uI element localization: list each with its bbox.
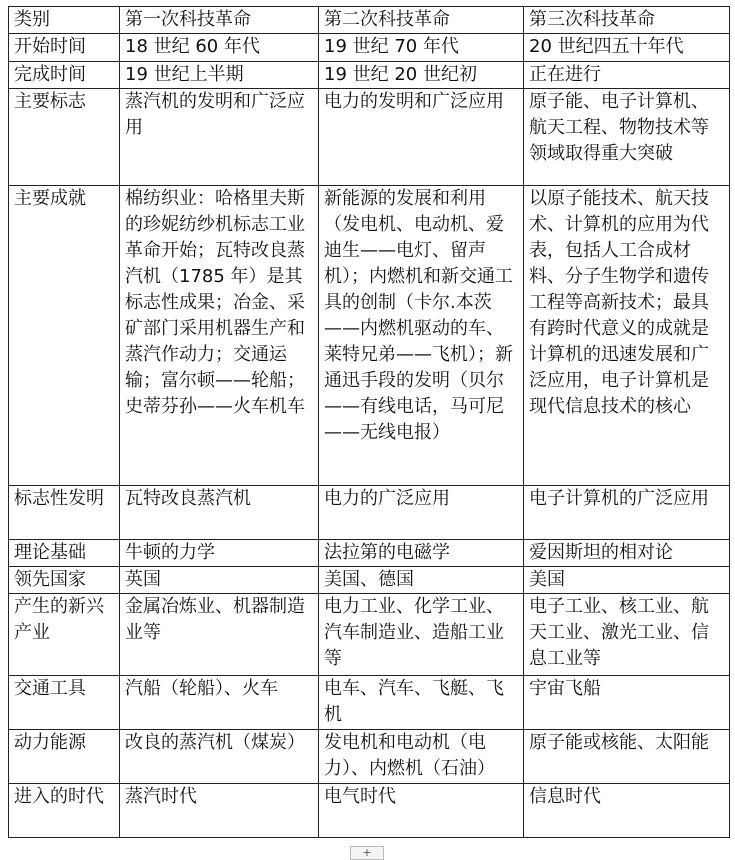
- header-cell[interactable]: 第一次科技革命: [120, 7, 319, 34]
- header-cell[interactable]: 第二次科技革命: [319, 7, 524, 34]
- table-row: [9, 486, 730, 540]
- table-row: [9, 594, 730, 676]
- table-header-row: [9, 7, 730, 34]
- table-cell[interactable]: 信息时代: [524, 784, 730, 838]
- table-cell[interactable]: 18 世纪 60 年代: [120, 34, 319, 62]
- table-cell[interactable]: 电气时代: [319, 784, 524, 838]
- table-row: [9, 784, 730, 838]
- table-cell[interactable]: 电力的发明和广泛应用: [319, 89, 524, 186]
- table-cell[interactable]: 19 世纪上半期: [120, 62, 319, 89]
- table-cell[interactable]: 原子能或核能、太阳能: [524, 730, 730, 784]
- row-label[interactable]: 主要标志: [9, 89, 120, 186]
- table-cell[interactable]: 宇宙飞船: [524, 676, 730, 730]
- table-cell[interactable]: 原子能、电子计算机、航天工程、物物技术等领域取得重大突破: [524, 89, 730, 186]
- table-cell[interactable]: 法拉第的电磁学: [319, 540, 524, 567]
- table-row: [9, 540, 730, 567]
- table-row: [9, 567, 730, 594]
- table-cell[interactable]: 19 世纪 20 世纪初: [319, 62, 524, 89]
- table-cell[interactable]: 电子计算机的广泛应用: [524, 486, 730, 540]
- table-row: [9, 34, 730, 62]
- table-cell[interactable]: 电力工业、化学工业、汽车制造业、造船工业等: [319, 594, 524, 676]
- table-cell[interactable]: 金属冶炼业、机器制造业等: [120, 594, 319, 676]
- row-label[interactable]: 进入的时代: [9, 784, 120, 838]
- row-label[interactable]: 完成时间: [9, 62, 120, 89]
- row-label[interactable]: 产生的新兴产业: [9, 594, 120, 676]
- row-label[interactable]: 领先国家: [9, 567, 120, 594]
- table-cell[interactable]: 汽船（轮船）、火车: [120, 676, 319, 730]
- header-cell[interactable]: 第三次科技革命: [524, 7, 730, 34]
- table-cell[interactable]: 蒸汽时代: [120, 784, 319, 838]
- row-label[interactable]: 标志性发明: [9, 486, 120, 540]
- table-cell[interactable]: 蒸汽机的发明和广泛应用: [120, 89, 319, 186]
- table-cell[interactable]: 发电机和电动机（电力）、内燃机（石油）: [319, 730, 524, 784]
- table-row: [9, 186, 730, 486]
- table-cell[interactable]: 美国: [524, 567, 730, 594]
- add-row-button[interactable]: +: [350, 846, 384, 860]
- table-cell[interactable]: 正在进行: [524, 62, 730, 89]
- row-label[interactable]: 理论基础: [9, 540, 120, 567]
- row-label[interactable]: 开始时间: [9, 34, 120, 62]
- row-label[interactable]: 交通工具: [9, 676, 120, 730]
- table-cell[interactable]: 新能源的发展和利用（发电机、电动机、爱迪生——电灯、留声机）；内燃机和新交通工具的创制（卡尔.本茨——内燃机驱动的车、莱特兄弟——飞机）；新通迅手段的发明（贝尔——有线电话，马可尼——无线电报）: [319, 186, 524, 486]
- row-label[interactable]: 动力能源: [9, 730, 120, 784]
- table-cell[interactable]: 以原子能技术、航天技术、计算机的应用为代表，包括人工合成材料、分子生物学和遗传工程等高新技术；最具有跨时代意义的成就是计算机的迅速发展和广泛应用，电子计算机是现代信息技术的核心: [524, 186, 730, 486]
- table-row: [9, 89, 730, 186]
- table-cell[interactable]: 英国: [120, 567, 319, 594]
- table-cell[interactable]: 电车、汽车、飞艇、飞机: [319, 676, 524, 730]
- header-cell[interactable]: 类别: [9, 7, 120, 34]
- table-cell[interactable]: 瓦特改良蒸汽机: [120, 486, 319, 540]
- table-cell[interactable]: 19 世纪 70 年代: [319, 34, 524, 62]
- table-row: [9, 676, 730, 730]
- table-cell[interactable]: 改良的蒸汽机（煤炭）: [120, 730, 319, 784]
- table-cell[interactable]: 牛顿的力学: [120, 540, 319, 567]
- row-label[interactable]: 主要成就: [9, 186, 120, 486]
- table-row: [9, 730, 730, 784]
- table-cell[interactable]: 爱因斯坦的相对论: [524, 540, 730, 567]
- table-row: [9, 62, 730, 89]
- table-cell[interactable]: 美国、德国: [319, 567, 524, 594]
- table-cell[interactable]: 电力的广泛应用: [319, 486, 524, 540]
- table-cell[interactable]: 20 世纪四五十年代: [524, 34, 730, 62]
- table-cell[interactable]: 棉纺织业：哈格里夫斯的珍妮纺纱机标志工业革命开始；瓦特改良蒸汽机（1785 年）是其标志性成果；冶金、采矿部门采用机器生产和蒸汽作动力；交通运输；富尔顿——轮船；史蒂芬孙——火车机车: [120, 186, 319, 486]
- revolution-table: [8, 6, 730, 838]
- table-cell[interactable]: 电子工业、核工业、航天工业、激光工业、信息工业等: [524, 594, 730, 676]
